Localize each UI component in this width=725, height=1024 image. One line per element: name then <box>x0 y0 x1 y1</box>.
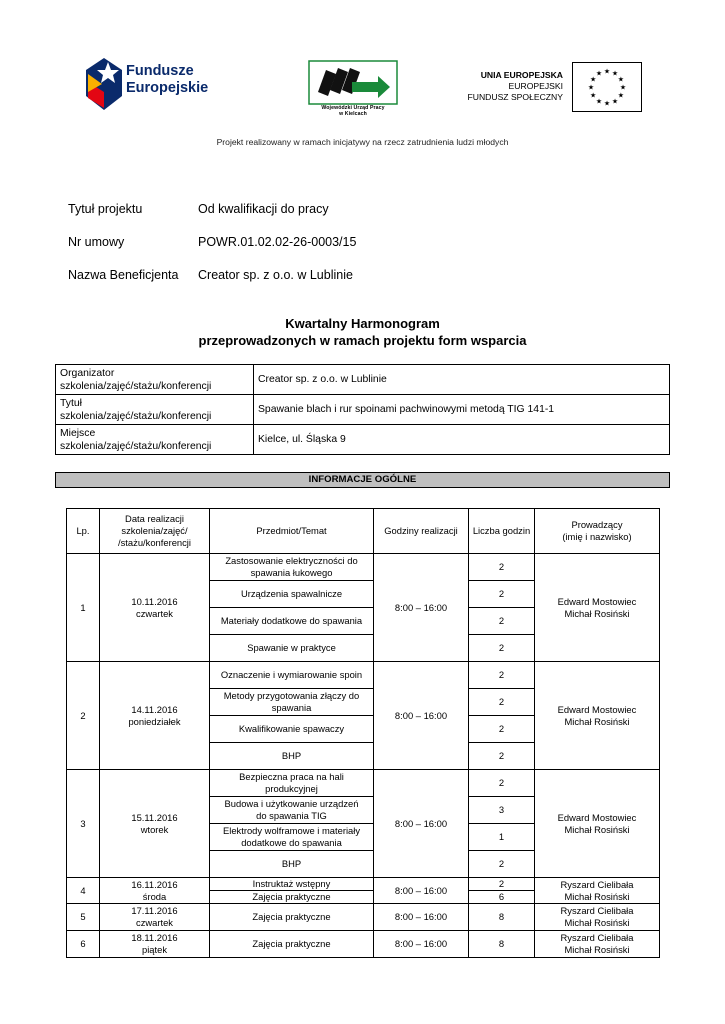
info-section-header: INFORMACJE OGÓLNE <box>55 472 670 488</box>
row-date-value: 14.11.2016 <box>131 703 178 715</box>
training-place-row <box>56 425 670 455</box>
beneficiary-value: Creator sp. z o.o. w Lublinie <box>198 268 353 282</box>
row-lecturer-line1: Edward Mostowiec <box>557 703 637 715</box>
row-day-value: wtorek <box>140 823 169 835</box>
eu-star-icon: ★ <box>617 76 625 84</box>
row-subject-line1: BHP <box>281 858 302 869</box>
row-day-value: piątek <box>141 944 168 955</box>
row-subject <box>210 662 374 689</box>
row-lecturer-line1: Edward Mostowiec <box>557 595 637 607</box>
row-time: 8:00 – 16:00 <box>374 878 469 904</box>
col-lecturer-header-line2: (imię i nazwisko) <box>562 531 632 542</box>
page-subtitle: przeprowadzonych w ramach projektu form wsparcia <box>198 333 527 348</box>
row-hours-count: 8 <box>469 931 535 958</box>
row-subject-line1: Spawanie w praktyce <box>247 642 336 653</box>
organizer-label-line1: Organizator <box>60 367 115 379</box>
table-row <box>67 904 660 931</box>
row-date <box>100 931 210 958</box>
row-date-value: 15.11.2016 <box>131 811 178 823</box>
row-subject-line1: Zajęcia praktyczne <box>252 911 331 922</box>
training-title-label-line1: Tytuł <box>60 397 82 409</box>
row-hours-count: 3 <box>469 797 535 824</box>
col-date-header <box>100 509 210 554</box>
row-hours-count: 6 <box>469 891 535 904</box>
row-subject-line2: dodatkowe do spawania <box>241 837 342 848</box>
row-day-value: czwartek <box>136 607 173 619</box>
contract-value: POWR.01.02.02-26-0003/15 <box>198 235 357 249</box>
training-place-label-line1: Miejsce <box>60 427 96 439</box>
row-subject <box>210 904 374 931</box>
row-lecturer <box>535 554 660 662</box>
row-day-value: czwartek <box>136 917 173 928</box>
row-subject <box>210 608 374 635</box>
eu-star-icon: ★ <box>603 100 611 108</box>
wup-kielce-logo <box>308 60 398 124</box>
row-subject-line1: Metody przygotowania złączy do <box>223 690 360 701</box>
row-subject <box>210 581 374 608</box>
training-title-value: Spawanie blach i rur spoinami pachwinowymi metodą TIG 141-1 <box>254 395 670 425</box>
row-lecturer-line1: Ryszard Cielibała <box>560 932 634 943</box>
row-hours-count: 8 <box>469 904 535 931</box>
wup-caption-line2: w Kielcach <box>339 111 367 117</box>
row-subject-line1: Budowa i użytkowanie urządzeń <box>224 798 359 809</box>
training-place-label-line2: szkolenia/zajęć/stażu/konferencji <box>60 440 212 452</box>
row-lp: 2 <box>67 662 100 770</box>
training-title-label <box>56 395 254 425</box>
row-subject-line2: spawania <box>271 702 312 713</box>
row-subject <box>210 635 374 662</box>
row-subject-line1: Urządzenia spawalnicze <box>240 588 343 599</box>
row-subject <box>210 770 374 797</box>
organizer-label-line2: szkolenia/zajęć/stażu/konferencji <box>60 380 212 392</box>
table-row <box>67 662 660 689</box>
project-note: Projekt realizowany w ramach inicjatywy na rzecz zatrudnienia ludzi młodych <box>216 137 509 147</box>
eu-star-icon: ★ <box>617 92 625 100</box>
row-lp: 3 <box>67 770 100 878</box>
training-place-label <box>56 425 254 455</box>
col-hours-header: Godziny realizacji <box>374 509 469 554</box>
row-lecturer-line1: Ryszard Cielibała <box>560 878 634 890</box>
wup-cards-arrow-icon <box>308 60 398 105</box>
eu-text-line2: EUROPEJSKI <box>508 81 563 91</box>
row-lecturer-line2: Michał Rosiński <box>564 890 630 902</box>
organizer-table <box>55 364 670 455</box>
row-day-value: poniedziałek <box>128 715 181 727</box>
eu-star-icon: ★ <box>589 92 597 100</box>
row-subject-line1: Zajęcia praktyczne <box>252 938 331 949</box>
row-subject-line1: Kwalifikowanie spawaczy <box>238 723 345 734</box>
eu-star-icon: ★ <box>611 70 619 78</box>
row-hours-count: 2 <box>469 581 535 608</box>
col-date-header-line3: /stażu/konferencji <box>118 537 191 548</box>
row-subject-line1: Materiały dodatkowe do spawania <box>220 615 363 626</box>
col-lecturer-header-line1: Prowadzący <box>571 519 623 530</box>
row-subject-line2: do spawania TIG <box>256 810 327 821</box>
row-subject-line2: spawania łukowego <box>250 567 333 578</box>
beneficiary-label: Nazwa Beneficjenta <box>68 268 179 282</box>
row-time: 8:00 – 16:00 <box>374 770 469 878</box>
schedule-header-row <box>67 509 660 554</box>
eu-star-icon: ★ <box>587 84 595 92</box>
row-hours-count: 2 <box>469 851 535 878</box>
eu-star-icon: ★ <box>611 98 619 106</box>
row-day-value: środa <box>142 890 167 902</box>
row-lecturer-line2: Michał Rosiński <box>564 607 630 619</box>
row-lecturer-line1: Ryszard Cielibała <box>560 905 634 916</box>
row-date-value: 17.11.2016 <box>131 905 178 916</box>
eu-star-icon: ★ <box>595 98 603 106</box>
row-lecturer-line2: Michał Rosiński <box>564 823 630 835</box>
row-lp: 4 <box>67 878 100 904</box>
row-date <box>100 878 210 904</box>
row-subject <box>210 716 374 743</box>
page-title: Kwartalny Harmonogram <box>285 316 440 331</box>
row-date-value: 18.11.2016 <box>131 932 178 943</box>
row-lp: 5 <box>67 904 100 931</box>
row-subject <box>210 851 374 878</box>
row-hours-count: 2 <box>469 878 535 891</box>
training-place-value: Kielce, ul. Śląska 9 <box>254 425 670 455</box>
fundusze-europejskie-logo <box>84 56 214 112</box>
row-date <box>100 554 210 662</box>
row-date <box>100 770 210 878</box>
training-title-label-line2: szkolenia/zajęć/stażu/konferencji <box>60 410 212 422</box>
row-hours-count: 2 <box>469 608 535 635</box>
row-subject <box>210 797 374 824</box>
row-hours-count: 2 <box>469 635 535 662</box>
contract-label: Nr umowy <box>68 235 125 249</box>
fe-logo-line1: Fundusze <box>126 63 194 79</box>
col-lp-header: Lp. <box>67 509 100 554</box>
eu-star-icon: ★ <box>603 68 611 76</box>
fe-star-icon <box>84 56 124 112</box>
eu-flag-icon <box>572 62 642 112</box>
row-subject <box>210 931 374 958</box>
eu-text-line1: UNIA EUROPEJSKA <box>480 70 563 80</box>
row-lecturer-line2: Michał Rosiński <box>564 944 630 955</box>
row-subject-line2: produkcyjnej <box>265 783 318 794</box>
organizer-label <box>56 365 254 395</box>
row-hours-count: 2 <box>469 716 535 743</box>
row-subject <box>210 689 374 716</box>
organizer-value: Creator sp. z o.o. w Lublinie <box>254 365 670 395</box>
project-title-value: Od kwalifikacji do pracy <box>198 202 329 216</box>
wup-caption-line1: Wojewódzki Urząd Pracy <box>321 105 385 111</box>
col-date-header-line2: szkolenia/zajęć/ <box>121 525 188 536</box>
row-time: 8:00 – 16:00 <box>374 662 469 770</box>
row-subject <box>210 878 374 891</box>
table-row <box>67 931 660 958</box>
col-lecturer-header <box>535 509 660 554</box>
table-row <box>67 554 660 581</box>
row-lecturer <box>535 904 660 931</box>
eu-star-icon: ★ <box>589 76 597 84</box>
table-row <box>67 770 660 797</box>
row-lecturer <box>535 931 660 958</box>
row-date <box>100 904 210 931</box>
table-row <box>67 878 660 891</box>
row-subject-line1: Instruktaż wstępny <box>252 878 331 889</box>
row-lp: 6 <box>67 931 100 958</box>
row-hours-count: 2 <box>469 662 535 689</box>
row-lecturer-line2: Michał Rosiński <box>564 917 630 928</box>
row-lp: 1 <box>67 554 100 662</box>
organizer-row <box>56 365 670 395</box>
row-subject-line1: Zajęcia praktyczne <box>252 891 331 902</box>
col-count-header: Liczba godzin <box>469 509 535 554</box>
row-date <box>100 662 210 770</box>
row-subject-line1: Elektrody wolframowe i materiały <box>222 825 361 836</box>
row-subject-line1: BHP <box>281 750 302 761</box>
row-time: 8:00 – 16:00 <box>374 554 469 662</box>
row-date-value: 16.11.2016 <box>131 878 178 890</box>
row-subject <box>210 743 374 770</box>
row-lecturer-line1: Edward Mostowiec <box>557 811 637 823</box>
row-subject-line1: Zastosowanie elektryczności do <box>225 555 358 566</box>
row-hours-count: 1 <box>469 824 535 851</box>
eu-efs-logo <box>465 62 643 114</box>
project-title-label: Tytuł projektu <box>68 202 143 216</box>
row-hours-count: 2 <box>469 554 535 581</box>
row-lecturer <box>535 878 660 904</box>
row-hours-count: 2 <box>469 770 535 797</box>
col-date-header-line1: Data realizacji <box>125 513 184 524</box>
row-lecturer <box>535 770 660 878</box>
row-time: 8:00 – 16:00 <box>374 904 469 931</box>
row-hours-count: 2 <box>469 689 535 716</box>
row-lecturer <box>535 662 660 770</box>
row-subject-line1: Bezpieczna praca na hali <box>239 771 344 782</box>
schedule-table <box>66 508 660 958</box>
row-subject-line1: Oznaczenie i wymiarowanie spoin <box>220 669 363 680</box>
row-subject <box>210 891 374 904</box>
eu-star-icon: ★ <box>619 84 627 92</box>
row-hours-count: 2 <box>469 743 535 770</box>
training-title-row <box>56 395 670 425</box>
row-subject <box>210 554 374 581</box>
eu-text-line3: FUNDUSZ SPOŁECZNY <box>467 92 563 102</box>
row-subject <box>210 824 374 851</box>
row-time: 8:00 – 16:00 <box>374 931 469 958</box>
eu-star-icon: ★ <box>595 70 603 78</box>
col-subject-header: Przedmiot/Temat <box>210 509 374 554</box>
row-lecturer-line2: Michał Rosiński <box>564 715 630 727</box>
fe-logo-line2: Europejskie <box>126 80 209 96</box>
row-date-value: 10.11.2016 <box>131 595 178 607</box>
